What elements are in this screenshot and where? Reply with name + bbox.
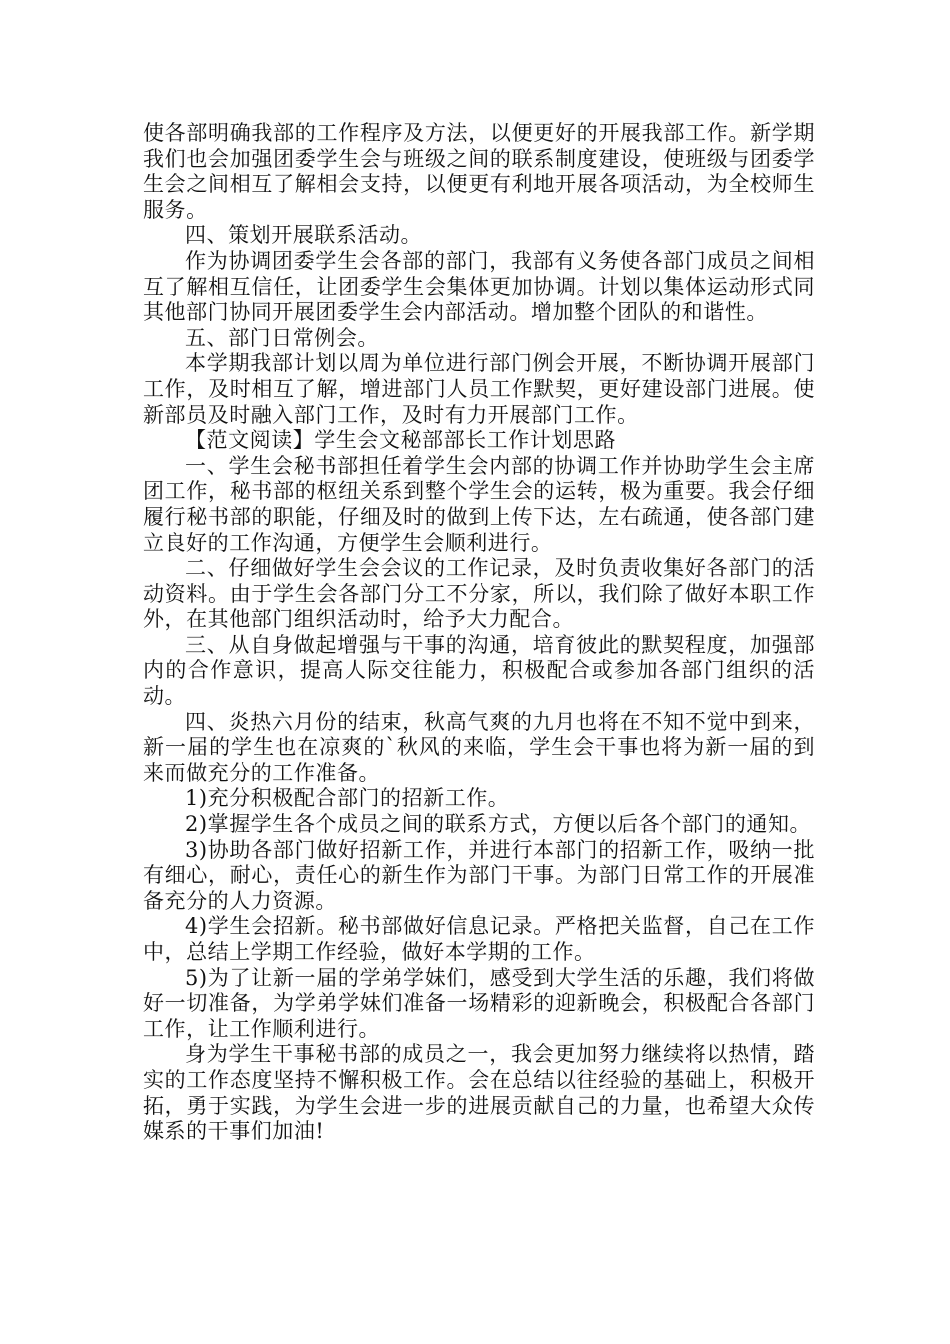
closing-paragraph: 身为学生干事秘书部的成员之一，我会更加努力继续将以热情，踏实的工作态度坚持不懈积极工作。会在总结以往经验的基础上，积极开拓，勇于实践，为学生会进一步的进展贡献自己的力量，也希望大众传媒系的干事们加油! [143, 1042, 815, 1144]
list-item-2: 2)掌握学生各个成员之间的联系方式，方便以后各个部门的通知。 [185, 812, 812, 837]
paragraph-1: 使各部明确我部的工作程序及方法，以便更好的开展我部工作。新学期我们也会加强团委学生会与班级之间的联系制度建设，使班级与团委学生会之间相互了解相会支持，以便更有利地开展各项活动，为全校师生服务。 [143, 121, 815, 222]
list-item-5: 5)为了让新一届的学弟学妹们，感受到大学生活的乐趣，我们将做好一切准备，为学弟学妹们准备一场精彩的迎新晚会，积极配合各部门工作，让工作顺利进行。 [143, 965, 815, 1041]
list-item-4: 4)学生会招新。秘书部做好信息记录。严格把关监督，自己在工作中，总结上学期工作经验，做好本学期的工作。 [143, 914, 815, 964]
list-item-3: 3)协助各部门做好招新工作，并进行本部门的招新工作，吸纳一批有细心，耐心，责任心的新生作为部门干事。为部门日常工作的开展准备充分的人力资源。 [143, 837, 815, 913]
document-body [143, 121, 815, 1145]
paragraph-3: 作为协调团委学生会各部的部门，我部有义务使各部门成员之间相互了解相互信任，让团委学生会集体更加协调。计划以集体运动形式同其他部门协同开展团委学生会内部活动。增加整个团队的和谐性。 [143, 248, 815, 325]
paragraph-7: 一、学生会秘书部担任着学生会内部的协调工作并协助学生会主席团工作，秘书部的枢纽关系到整个学生会的运转，极为重要。我会仔细履行秘书部的职能，仔细及时的做到上传下达，左右疏通，使各部门建立良好的工作沟通，方便学生会顺利进行。 [143, 453, 815, 555]
section-heading-5: 五、部门日常例会。 [185, 325, 379, 350]
sample-reading-title: 【范文阅读】学生会文秘部部长工作计划思路 [185, 428, 616, 453]
paragraph-9: 三、从自身做起增强与干事的沟通，培育彼此的默契程度，加强部内的合作意识，提高人际交往能力，积极配合或参加各部门组织的活动。 [143, 632, 815, 709]
paragraph-8: 二、仔细做好学生会会议的工作记录，及时负责收集好各部门的活动资料。由于学生会各部门分工不分家，所以，我们除了做好本职工作外，在其他部门组织活动时，给予大力配合。 [143, 556, 815, 632]
paragraph-10: 四、炎热六月份的结束，秋高气爽的九月也将在不知不觉中到来，新一届的学生也在凉爽的`秋风的来临，学生会干事也将为新一届的到来而做充分的工作准备。 [143, 709, 815, 785]
paragraph-5: 本学期我部计划以周为单位进行部门例会开展，不断协调开展部门工作，及时相互了解，增进部门人员工作默契，更好建设部门进展。使新部员及时融入部门工作，及时有力开展部门工作。 [143, 351, 815, 427]
list-item-1: 1)充分积极配合部门的招新工作。 [185, 786, 510, 811]
section-heading-4: 四、策划开展联系活动。 [185, 223, 423, 248]
